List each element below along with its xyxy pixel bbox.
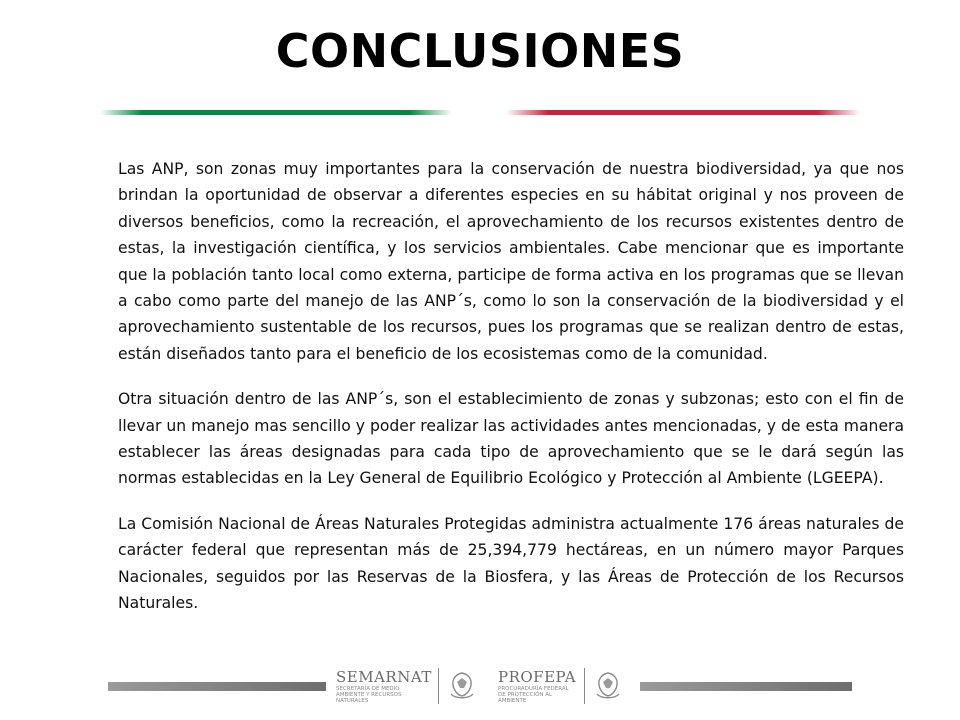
red-accent-bar bbox=[506, 110, 860, 115]
semarnat-name: SEMARNAT bbox=[336, 668, 432, 686]
paragraph-2: Otra situación dentro de las ANP´s, son el establecimiento de zonas y subzonas; esto con el fin de llevar un manejo mas sencillo y poder realizar las actividades antes mencionadas, y de esta manera establecer las áreas designadas para cada tipo de aprovechamiento que se le dará según las normas establecidas en la Ley General de Equilibrio Ecológico y Protección al Ambiente (LGEEPA). bbox=[118, 390, 904, 488]
semarnat-logo bbox=[336, 662, 479, 710]
mexican-coat-of-arms-icon bbox=[591, 668, 625, 704]
slide-body bbox=[118, 156, 904, 636]
semarnat-subtitle: SECRETARÍA DE MEDIO AMBIENTE Y RECURSOS NATURALES bbox=[336, 686, 402, 704]
profepa-subtitle: PROCURADURÍA FEDERAL DE PROTECCIÓN AL AMBIENTE bbox=[498, 686, 569, 704]
mexican-coat-of-arms-icon bbox=[445, 668, 479, 704]
green-accent-bar bbox=[100, 110, 452, 115]
footer-band-left bbox=[108, 682, 326, 691]
slide-title: CONCLUSIONES bbox=[275, 24, 685, 78]
paragraph-3: La Comisión Nacional de Áreas Naturales Protegidas administra actualmente 176 áreas naturales de carácter federal que representan más de 25,394,779 hectáreas, en un número mayor Parques Nacionales, seguidos por las Reservas de la Biosfera, y las Áreas de Protección de los Recursos Naturales. bbox=[118, 514, 904, 613]
profepa-name: PROFEPA bbox=[498, 668, 577, 686]
footer-band-right bbox=[640, 682, 852, 691]
profepa-logo bbox=[498, 662, 625, 710]
logo-separator bbox=[438, 668, 439, 704]
logo-separator bbox=[584, 668, 585, 704]
paragraph-1: Las ANP, son zonas muy importantes para la conservación de nuestra biodiversidad, ya que nos brindan la oportunidad de observar a diferentes especies en su hábitat original y nos proveen de diversos beneficios, como la recreación, el aprovechamiento de los recursos existentes dentro de estas, la investigación científica, y los servicios ambientales. Cabe mencionar que es importante que la población tanto local como externa, participe de forma activa en los programas que se llevan a cabo como parte del manejo de las ANP´s, como lo son la conservación de la biodiversidad y el aprovechamiento sustentable de los recursos, pues los programas que se realizan dentro de estas, están diseñados tanto para el beneficio de los ecosistemas como de la comunidad. bbox=[118, 160, 904, 363]
